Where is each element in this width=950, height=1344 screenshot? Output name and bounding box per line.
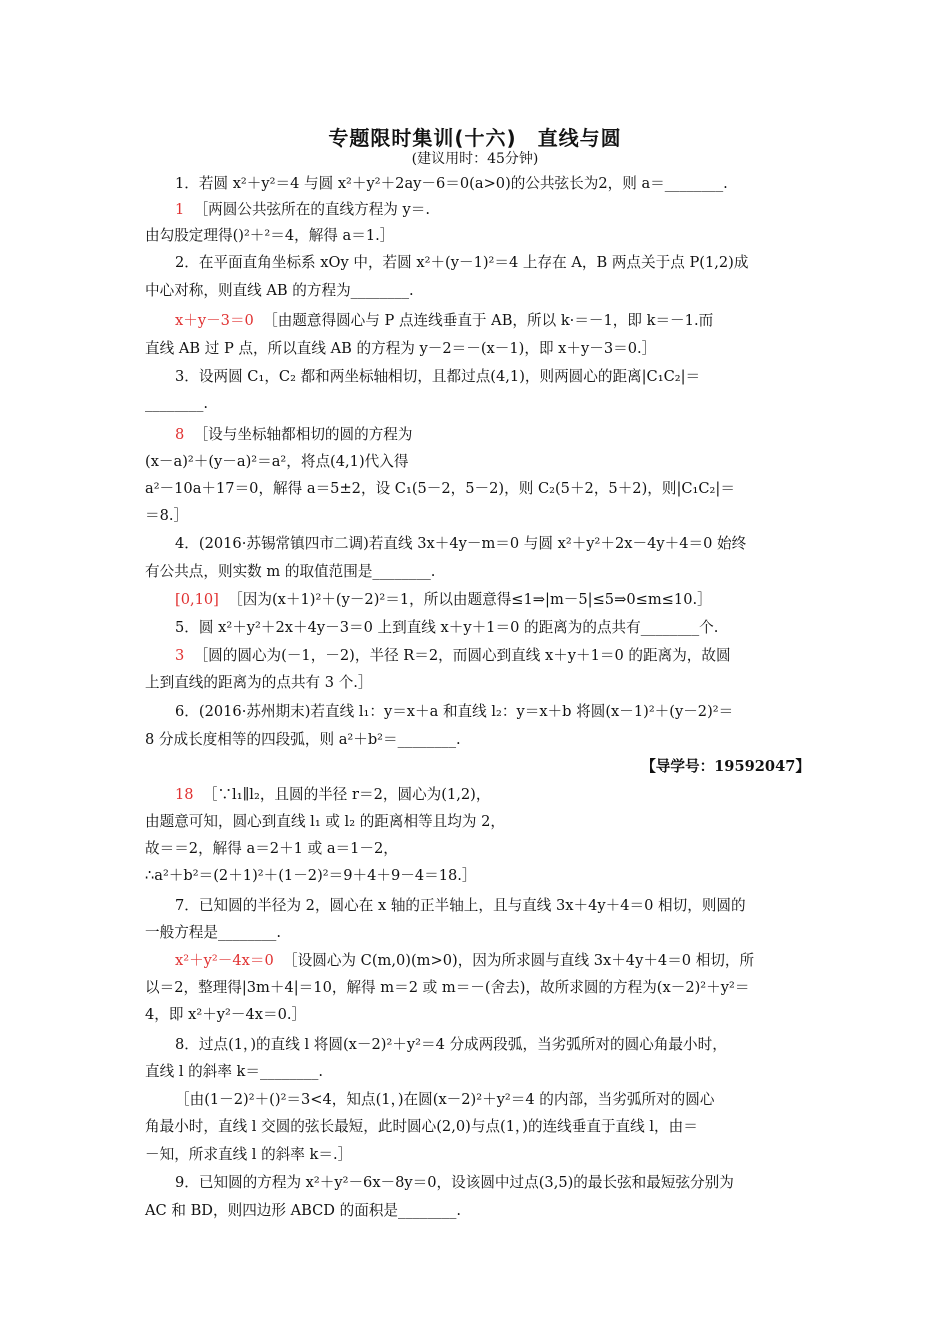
answer-7-line-1: x²＋y²－4x＝0 ［设圆心为 C(m,0)(m>0)，因为所求圆与直线 3x＋4y＋4＝0 相切，所 <box>175 952 755 969</box>
question-2-line-2: 中心对称，则直线 AB 的方程为________. <box>145 282 414 299</box>
answer-8-line-3: －知，所求直线 l 的斜率 k＝.］ <box>145 1146 353 1163</box>
page-title: 专题限时集训(十六) 直线与圆 <box>328 126 622 150</box>
answer-6-line-1: 18 ［∵l₁∥l₂，且圆的半径 r＝2，圆心为(1,2)， <box>175 786 491 803</box>
answer-8-line-2: 角最小时，直线 l 交圆的弦长最短，此时圆心(2,0)与点(1，)的连线垂直于直线 l，由＝ <box>145 1118 698 1135</box>
answer-1-line-2: 由勾股定理得()²＋²＝4，解得 a＝1.］ <box>145 227 395 244</box>
answer-5-line-1: 3 ［圆的圆心为(－1，－2)，半径 R＝2，而圆心到直线 x＋y＋1＝0 的距离为，故圆 <box>175 647 731 664</box>
answer-value: [0,10] <box>175 591 219 608</box>
question-8-line-1: 8．过点(1，)的直线 l 将圆(x－2)²＋y²＝4 分成两段弧，当劣弧所对的圆心角最小时， <box>175 1036 727 1053</box>
answer-7-line-2: 以＝2，整理得|3m＋4|＝10，解得 m＝2 或 m＝－(舍去)，故所求圆的方程为(x－2)²＋y²＝ <box>145 979 750 996</box>
question-5-line-1: 5．圆 x²＋y²＋2x＋4y－3＝0 上到直线 x＋y＋1＝0 的距离为的点共有________个. <box>175 619 719 636</box>
answer-2-line-1: x＋y－3＝0 ［由题意得圆心与 P 点连线垂直于 AB，所以 k·＝－1，即 k＝－1.而 <box>175 312 714 329</box>
answer-value: 8 <box>175 426 185 443</box>
answer-2-line-2: 直线 AB 过 P 点，所以直线 AB 的方程为 y－2＝－(x－1)，即 x＋y－3＝0.］ <box>145 340 657 357</box>
question-9-line-1: 9．已知圆的方程为 x²＋y²－6x－8y＝0，设该圆中过点(3,5)的最长弦和最短弦分别为 <box>175 1174 734 1191</box>
answer-3-line-3: a²－10a＋17＝0，解得 a＝5±2，设 C₁(5－2，5－2)，则 C₂(5＋2，5＋2)，则|C₁C₂|＝ <box>145 480 735 497</box>
answer-value: 3 <box>175 647 185 664</box>
answer-8-line-1: ［由(1－2)²＋()²＝3<4，知点(1，)在圆(x－2)²＋y²＝4 的内部，当劣弧所对的圆心 <box>175 1091 715 1108</box>
question-4-line-1: 4．(2016·苏锡常镇四市二调)若直线 3x＋4y－m＝0 与圆 x²＋y²＋2x－4y＋4＝0 始终 <box>175 535 747 552</box>
answer-5-line-2: 上到直线的距离为的点共有 3 个.］ <box>145 674 373 691</box>
answer-value: 18 <box>175 786 194 803</box>
question-1-line-1: 1．若圆 x²＋y²＝4 与圆 x²＋y²＋2ay－6＝0(a>0)的公共弦长为2，则 a＝________. <box>175 175 728 192</box>
question-3-line-1: 3．设两圆 C₁，C₂ 都和两坐标轴相切，且都过点(4,1)，则两圆心的距离|C₁C₂|＝ <box>175 368 701 385</box>
answer-3-line-4: ＝8.］ <box>145 507 189 524</box>
question-7-line-2: 一般方程是________. <box>145 924 281 941</box>
question-2-line-1: 2．在平面直角坐标系 xOy 中，若圆 x²＋(y－1)²＝4 上存在 A，B 两点关于点 P(1,2)成 <box>175 254 749 271</box>
answer-4-line-1: [0,10] ［因为(x＋1)²＋(y－2)²＝1，所以由题意得≤1⇒|m－5|≤5⇒0≤m≤10.］ <box>175 591 712 608</box>
question-7-line-1: 7．已知圆的半径为 2，圆心在 x 轴的正半轴上，且与直线 3x＋4y＋4＝0 相切，则圆的 <box>175 897 746 914</box>
question-6-line-1: 6．(2016·苏州期末)若直线 l₁：y＝x＋a 和直线 l₂：y＝x＋b 将圆(x－1)²＋(y－2)²＝ <box>175 703 734 720</box>
answer-value: x＋y－3＝0 <box>175 312 254 329</box>
question-3-line-2: ________. <box>145 395 209 412</box>
answer-7-line-3: 4，即 x²＋y²－4x＝0.］ <box>145 1006 307 1023</box>
guide-number: 【导学号：19592047】 <box>641 758 810 775</box>
answer-6-line-4: ∴a²＋b²＝(2＋1)²＋(1－2)²＝9＋4＋9－4＝18.］ <box>145 867 477 884</box>
question-8-line-2: 直线 l 的斜率 k＝________. <box>145 1063 324 1080</box>
answer-value: 1 <box>175 201 185 218</box>
question-9-line-2: AC 和 BD，则四边形 ABCD 的面积是________. <box>145 1202 462 1219</box>
answer-6-line-3: 故＝＝2，解得 a＝2＋1 或 a＝1－2， <box>145 840 398 857</box>
answer-value: x²＋y²－4x＝0 <box>175 952 274 969</box>
answer-1-line-1: 1 ［两圆公共弦所在的直线方程为 y＝. <box>175 201 431 218</box>
question-4-line-2: 有公共点，则实数 m 的取值范围是________. <box>145 563 436 580</box>
answer-3-line-1: 8 ［设与坐标轴都相切的圆的方程为 <box>175 426 413 443</box>
question-6-line-2: 8 分成长度相等的四段弧，则 a²＋b²＝________. <box>145 731 461 748</box>
answer-3-line-2: (x－a)²＋(y－a)²＝a²，将点(4,1)代入得 <box>145 453 409 470</box>
answer-6-line-2: 由题意可知，圆心到直线 l₁ 或 l₂ 的距离相等且均为 2， <box>145 813 505 830</box>
page-subtitle: (建议用时：45分钟) <box>411 151 539 167</box>
